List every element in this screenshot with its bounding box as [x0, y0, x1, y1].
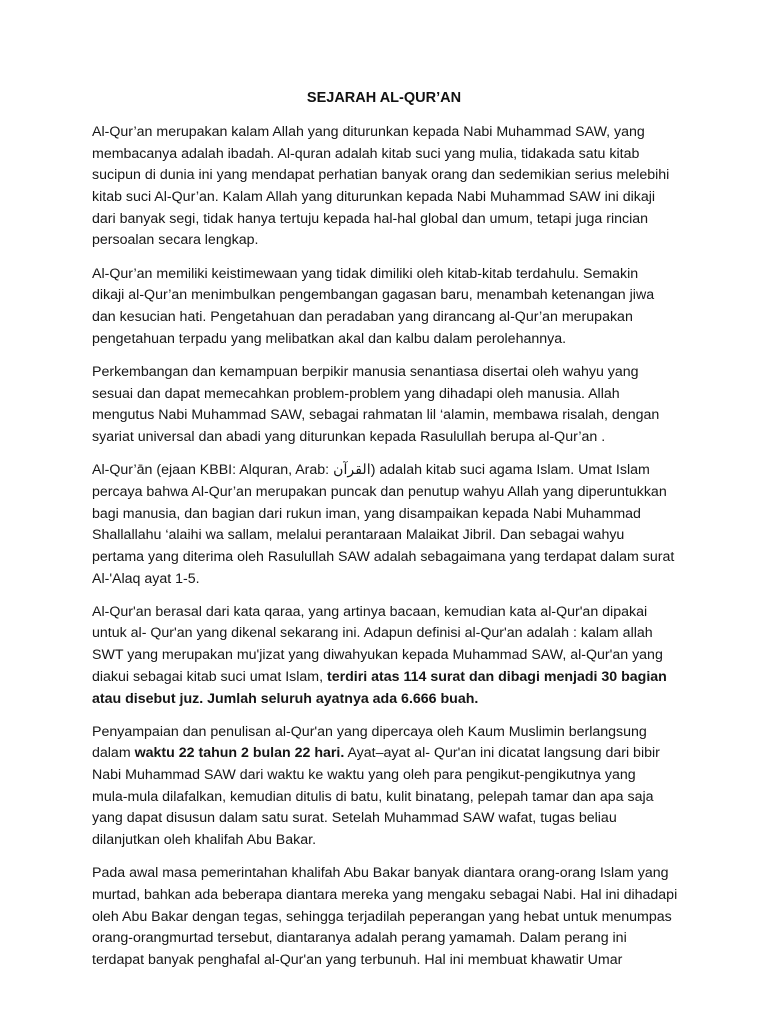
text-line [92, 362, 692, 384]
text-segment: persoalan secara lengkap. [92, 232, 259, 249]
document-body [92, 122, 692, 983]
text-segment: dari banyak segi, tidak hanya tertuju kepada hal-hal global dan umum, tetapi juga rincian [92, 210, 649, 227]
text-line [92, 504, 692, 526]
text-line [92, 808, 692, 830]
text-segment: diakui sebagai kitab suci umat Islam, [92, 668, 327, 685]
text-line [92, 863, 692, 885]
text-line [92, 122, 692, 144]
text-line [92, 722, 692, 744]
text-line [92, 928, 692, 950]
text-segment: yang dapat disusun dalam satu surat. Setelah Muhammad SAW wafat, tugas beliau [92, 810, 617, 827]
text-line [92, 689, 692, 711]
text-line [92, 405, 692, 427]
bold-text: terdiri atas 114 surat dan dibagi menjadi 30 bagian [327, 668, 667, 685]
text-segment: percaya bahwa Al-Qur’an merupakan puncak dan penutup wahyu Allah yang diperuntukkan [92, 483, 667, 500]
text-segment: sesuai dan dapat memecahkan problem-problem yang dihadapi oleh manusia. Allah [92, 385, 620, 402]
text-segment: orang-orangmurtad tersebut, diantaranya adalah perang yamamah. Dalam perang ini [92, 930, 627, 947]
text-segment: terdapat banyak penghafal al-Qur'an yang terbunuh. Hal ini membuat khawatir Umar [92, 952, 623, 969]
text-line [92, 144, 692, 166]
text-segment: syariat universal dan abadi yang diturunkan kepada Rasulullah berupa al-Qur’an . [92, 428, 606, 445]
text-line [92, 230, 692, 252]
text-segment: dan kesucian hati. Pengetahuan dan peradaban yang dirancang al-Qur’an merupakan [92, 309, 633, 325]
text-segment: dilanjutkan oleh khalifah Abu Bakar. [92, 832, 317, 849]
text-line [92, 602, 692, 624]
text-line [92, 384, 692, 406]
text-segment: murtad, bahkan ada beberapa diantara mereka yang mengaku sebagai Nabi. Hal ini dihadapi [92, 887, 678, 903]
text-segment: oleh Abu Bakar dengan tegas, sehingga terjadilah peperangan yang hebat untuk menumpas [92, 908, 672, 925]
text-line [92, 569, 692, 591]
paragraph [92, 863, 692, 971]
text-segment: untuk al- Qur'an yang dikenal sekarang ini. Adapun definisi al-Qur'an adalah : kalam allah [92, 625, 653, 642]
text-line [92, 667, 692, 689]
text-segment: dikaji al-Qur’an menimbulkan pengembangan gagasan baru, menambah ketenangan jiwa [92, 287, 655, 304]
text-segment: Perkembangan dan kemampuan berpikir manusia senantiasa disertai oleh wahyu yang [92, 363, 639, 380]
text-line [92, 830, 692, 852]
paragraph [92, 722, 692, 852]
text-segment: Nabi Muhammad SAW dari waktu ke waktu yang oleh para pengikut-pengikutnya yang [92, 767, 636, 784]
text-line [92, 743, 692, 765]
text-line [92, 525, 692, 547]
text-segment: Ayat–ayat al- Qur'an ini dicatat langsung dari bibir [344, 745, 660, 762]
text-line [92, 264, 692, 286]
text-line [92, 885, 692, 907]
paragraph [92, 362, 692, 449]
text-segment: pengetahuan terpadu yang melibatkan akal dan kalbu dalam perolehannya. [92, 330, 567, 347]
text-line [92, 187, 692, 209]
document-title: SEJARAH AL-QUR’AN [306, 90, 462, 106]
text-line [92, 950, 692, 972]
text-line [92, 765, 692, 787]
text-segment: Penyampaian dan penulisan al-Qur'an yang dipercaya oleh Kaum Muslimin berlangsung [92, 723, 647, 740]
text-segment: membacanya adalah ibadah. Al-quran adalah kitab suci yang mulia, tidakada satu kitab [92, 145, 640, 162]
text-line [92, 547, 692, 569]
paragraph [92, 264, 692, 351]
text-line [92, 787, 692, 809]
text-line [92, 329, 692, 351]
text-line [92, 482, 692, 504]
text-line [92, 427, 692, 449]
text-segment: Pada awal masa pemerintahan khalifah Abu Bakar banyak diantara orang-orang Islam yang [92, 865, 669, 882]
text-segment: mula-mula dilafalkan, kemudian ditulis di batu, kulit binatang, pelepah tamar dan apa saja [92, 788, 654, 805]
text-line [92, 307, 692, 329]
text-segment: Al-Qur’an merupakan kalam Allah yang diturunkan kepada Nabi Muhammad SAW, yang [92, 124, 645, 140]
text-line [92, 623, 692, 645]
bold-text: atau disebut juz. Jumlah seluruh ayatnya ada 6.666 buah. [92, 690, 479, 707]
text-line [92, 460, 692, 482]
paragraph [92, 602, 692, 710]
text-line [92, 209, 692, 231]
text-line [92, 907, 692, 929]
text-line [92, 285, 692, 307]
text-segment: Al-Qur’ān (ejaan KBBI: Alquran, Arab: ‏القرآن‎) adalah kitab suci agama Islam. Umat Islam [92, 462, 650, 479]
text-segment: mengutus Nabi Muhammad SAW, sebagai rahmatan lil ‘alamin, membawa risalah, dengan [92, 407, 660, 424]
text-segment: Shallallahu ‘alaihi wa sallam, melalui perantaraan Malaikat Jibril. Dan sebagai wahyu [92, 527, 625, 544]
text-segment: Al-Qur’an memiliki keistimewaan yang tidak dimiliki oleh kitab-kitab terdahulu. Semakin [92, 265, 639, 282]
text-segment: Al-'Alaq ayat 1-5. [92, 570, 200, 587]
text-segment: bagi manusia, dan bagian dari rukun iman, yang disampaikan kepada Nabi Muhammad [92, 505, 641, 522]
bold-text: waktu 22 tahun 2 bulan 22 hari. [134, 745, 345, 762]
text-line [92, 645, 692, 667]
text-segment: pertama yang diterima oleh Rasulullah SAW adalah sebagaimana yang terdapat dalam surat [92, 548, 675, 565]
text-segment: dalam [92, 745, 135, 762]
text-segment: SWT yang merupakan mu'jizat yang diwahyukan kepada Muhammad SAW, al-Qur'an yang [92, 647, 663, 664]
text-segment: sucipun di dunia ini yang mendapat perhatian banyak orang dan sedemikian serius melebihi [92, 167, 670, 184]
text-segment: Al-Qur'an berasal dari kata qaraa, yang artinya bacaan, kemudian kata al-Qur'an dipakai [92, 603, 648, 620]
text-segment: kitab suci Al-Qur’an. Kalam Allah yang diturunkan kepada Nabi Muhammad SAW ini dikaji [92, 189, 656, 206]
text-line [92, 165, 692, 187]
paragraph [92, 460, 692, 590]
paragraph [92, 122, 692, 252]
